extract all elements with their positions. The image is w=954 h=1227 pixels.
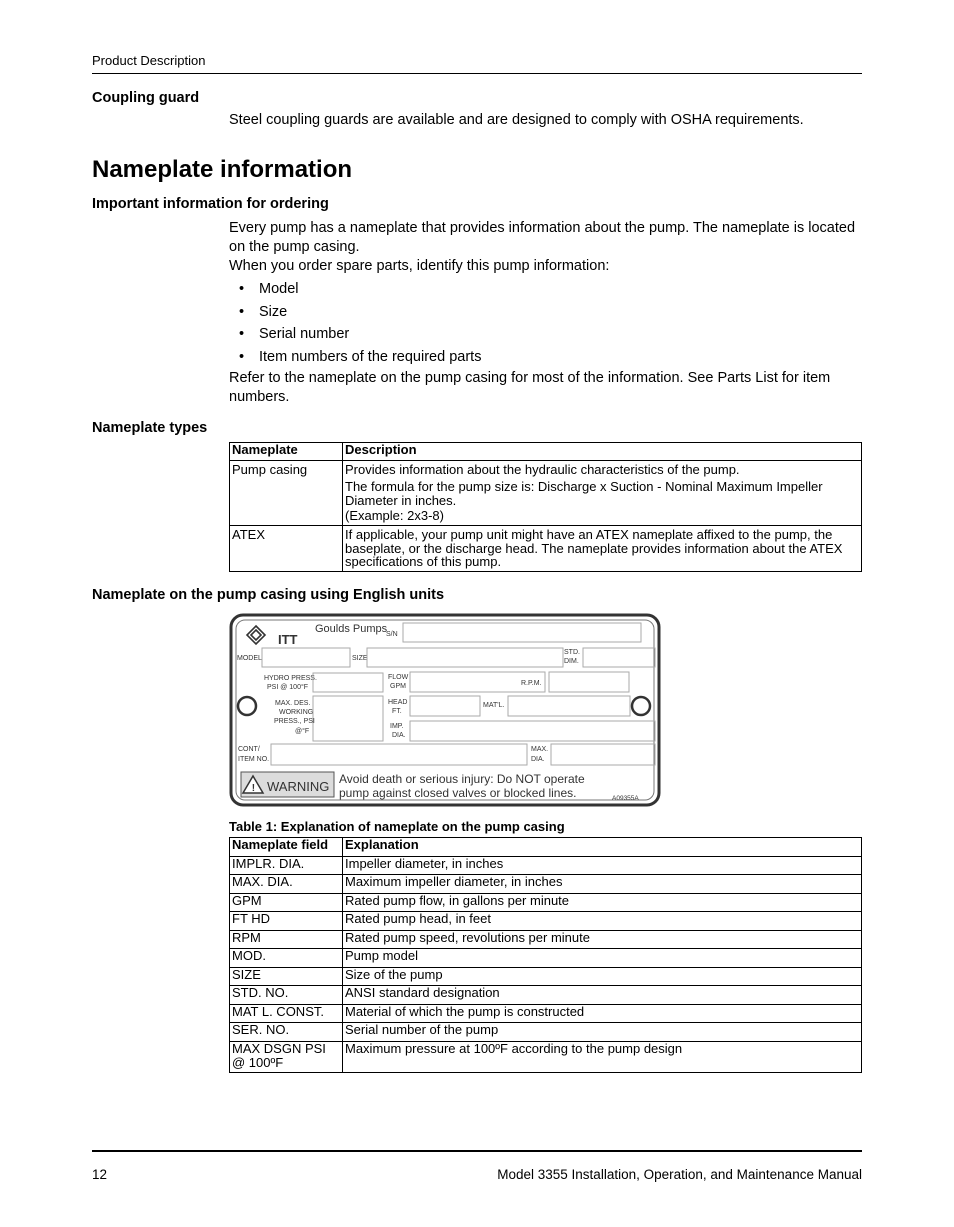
warning-text-2: pump against closed valves or blocked lines.	[339, 786, 577, 800]
table-cell: MOD.	[230, 949, 343, 968]
nameplate-image	[229, 613, 661, 807]
label-rpm: R.P.M.	[521, 680, 542, 687]
table-row	[230, 875, 862, 894]
mounting-hole-right-icon	[632, 697, 650, 715]
list-item: • Model	[239, 281, 299, 297]
coupling-guard-text: Steel coupling guards are available and are designed to comply with OSHA requirements.	[229, 112, 804, 128]
label-maxdes-2: WORKING	[279, 709, 314, 716]
table-cell	[343, 461, 862, 526]
bullet-icon: •	[239, 348, 245, 365]
ordering-para-3: Refer to the nameplate on the pump casing for most of the information. See Parts List for item numbers.	[229, 370, 831, 405]
table-cell: If applicable, your pump unit might have an ATEX nameplate affixed to the pump, the baseplate, or the discharge head. The nameplate provides information about the ATEX specifications of this pump.	[343, 526, 862, 572]
table-row	[230, 526, 862, 572]
table-cell: Rated pump speed, revolutions per minute	[343, 930, 862, 949]
table-cell: MAX. DIA.	[230, 875, 343, 894]
label-cont-2: ITEM NO.	[238, 756, 270, 763]
brand-itt: ITT	[278, 632, 298, 647]
table-cell: Material of which the pump is constructed	[343, 1004, 862, 1023]
table-row	[230, 986, 862, 1005]
table-cell: Maximum pressure at 100ºF according to the pump design	[343, 1041, 862, 1072]
list-item: • Serial number	[239, 326, 350, 342]
table-cell: SER. NO.	[230, 1023, 343, 1042]
column-header: Nameplate	[230, 443, 343, 461]
ordering-heading: Important information for ordering	[92, 196, 329, 212]
description-line: Provides information about the hydraulic characteristics of the pump.	[345, 462, 740, 477]
warning-label: WARNING	[267, 779, 330, 794]
table-header-row	[230, 838, 862, 857]
nameplate-types-table	[229, 442, 862, 572]
ordering-para-1: Every pump has a nameplate that provides information about the pump. The nameplate is located on the pump casing.	[229, 220, 856, 255]
label-std-2: DIM.	[564, 658, 579, 665]
table-row	[230, 967, 862, 986]
column-header: Explanation	[343, 838, 862, 857]
column-header: Nameplate field	[230, 838, 343, 857]
table-cell: MAT L. CONST.	[230, 1004, 343, 1023]
manual-title: Model 3355 Installation, Operation, and Maintenance Manual	[497, 1167, 862, 1182]
bullet-icon: •	[239, 281, 245, 297]
table-row	[230, 912, 862, 931]
ordering-bullet-list	[229, 280, 829, 370]
label-maxdes-4: @°F	[295, 728, 310, 735]
label-cont-1: CONT/	[238, 746, 260, 753]
table-cell: ATEX	[230, 526, 343, 572]
label-imp-1: IMP.	[390, 723, 404, 730]
label-max-2: DIA.	[531, 756, 545, 763]
label-max-1: MAX.	[531, 746, 549, 753]
table-cell: Pump model	[343, 949, 862, 968]
table-row	[230, 1023, 862, 1042]
page-number: 12	[92, 1167, 108, 1182]
english-units-heading: Nameplate on the pump casing using English units	[92, 587, 445, 603]
table-row	[230, 930, 862, 949]
label-std-1: STD.	[564, 649, 580, 656]
header-rule	[92, 73, 862, 74]
plate-code: A09355A	[612, 795, 639, 802]
table-caption: Table 1: Explanation of nameplate on the pump casing	[229, 819, 565, 834]
table-row	[230, 893, 862, 912]
table-cell: Maximum impeller diameter, in inches	[343, 875, 862, 894]
column-header: Description	[343, 443, 862, 461]
label-size: SIZE	[352, 655, 368, 662]
table-cell: Serial number of the pump	[343, 1023, 862, 1042]
table-row	[230, 1041, 862, 1072]
table-cell: IMPLR. DIA.	[230, 856, 343, 875]
list-item: • Item numbers of the required parts	[239, 348, 482, 365]
table-cell: Rated pump head, in feet	[343, 912, 862, 931]
table-cell: Impeller diameter, in inches	[343, 856, 862, 875]
table-cell: FT HD	[230, 912, 343, 931]
description-line: (Example: 2x3-8)	[345, 507, 444, 523]
brand-goulds: Goulds Pumps	[315, 623, 388, 635]
table-header-row	[230, 443, 862, 461]
table-cell: STD. NO.	[230, 986, 343, 1005]
label-flow-2: GPM	[390, 683, 406, 690]
table-row	[230, 856, 862, 875]
label-matl: MAT'L.	[483, 702, 505, 709]
ordering-para-2: When you order spare parts, identify this pump information:	[229, 258, 610, 274]
label-head-2: FT.	[392, 708, 402, 715]
description-line: The formula for the pump size is: Discharge x Suction - Nominal Maximum Impeller Diameter in inches.	[345, 478, 823, 508]
warning-icon-mark: !	[251, 783, 256, 794]
warning-text-1: Avoid death or serious injury: Do NOT operate	[339, 772, 585, 786]
label-sn: S/N	[386, 631, 398, 638]
table-row	[230, 1004, 862, 1023]
table-cell: Rated pump flow, in gallons per minute	[343, 893, 862, 912]
footer-rule	[92, 1150, 862, 1152]
mounting-hole-left-icon	[238, 697, 256, 715]
table-row	[230, 461, 862, 526]
label-model: MODEL	[237, 655, 262, 662]
table-cell: Pump casing	[230, 461, 343, 526]
table-cell: RPM	[230, 930, 343, 949]
table-cell: Size of the pump	[343, 967, 862, 986]
running-header: Product Description	[92, 53, 206, 68]
label-maxdes-1: MAX. DES.	[275, 700, 311, 707]
table-cell: SIZE	[230, 967, 343, 986]
label-hydro-2: PSI @ 100°F	[267, 684, 309, 691]
table-row	[230, 949, 862, 968]
label-flow-1: FLOW	[388, 674, 409, 681]
coupling-guard-heading: Coupling guard	[92, 90, 200, 106]
table-cell: MAX DSGN PSI @ 100ºF	[230, 1041, 343, 1072]
label-head-1: HEAD	[388, 699, 408, 706]
bullet-icon: •	[239, 303, 245, 320]
label-imp-2: DIA.	[392, 732, 406, 739]
table-cell: ANSI standard designation	[343, 986, 862, 1005]
list-item: • Size	[239, 303, 288, 320]
section-title: Nameplate information	[92, 156, 353, 183]
table-cell: GPM	[230, 893, 343, 912]
bullet-icon: •	[239, 326, 245, 342]
label-maxdes-3: PRESS., PSI	[274, 718, 315, 725]
label-hydro-1: HYDRO PRESS.	[264, 675, 317, 682]
types-heading: Nameplate types	[92, 420, 208, 436]
nameplate-explanation-table	[229, 837, 862, 1073]
